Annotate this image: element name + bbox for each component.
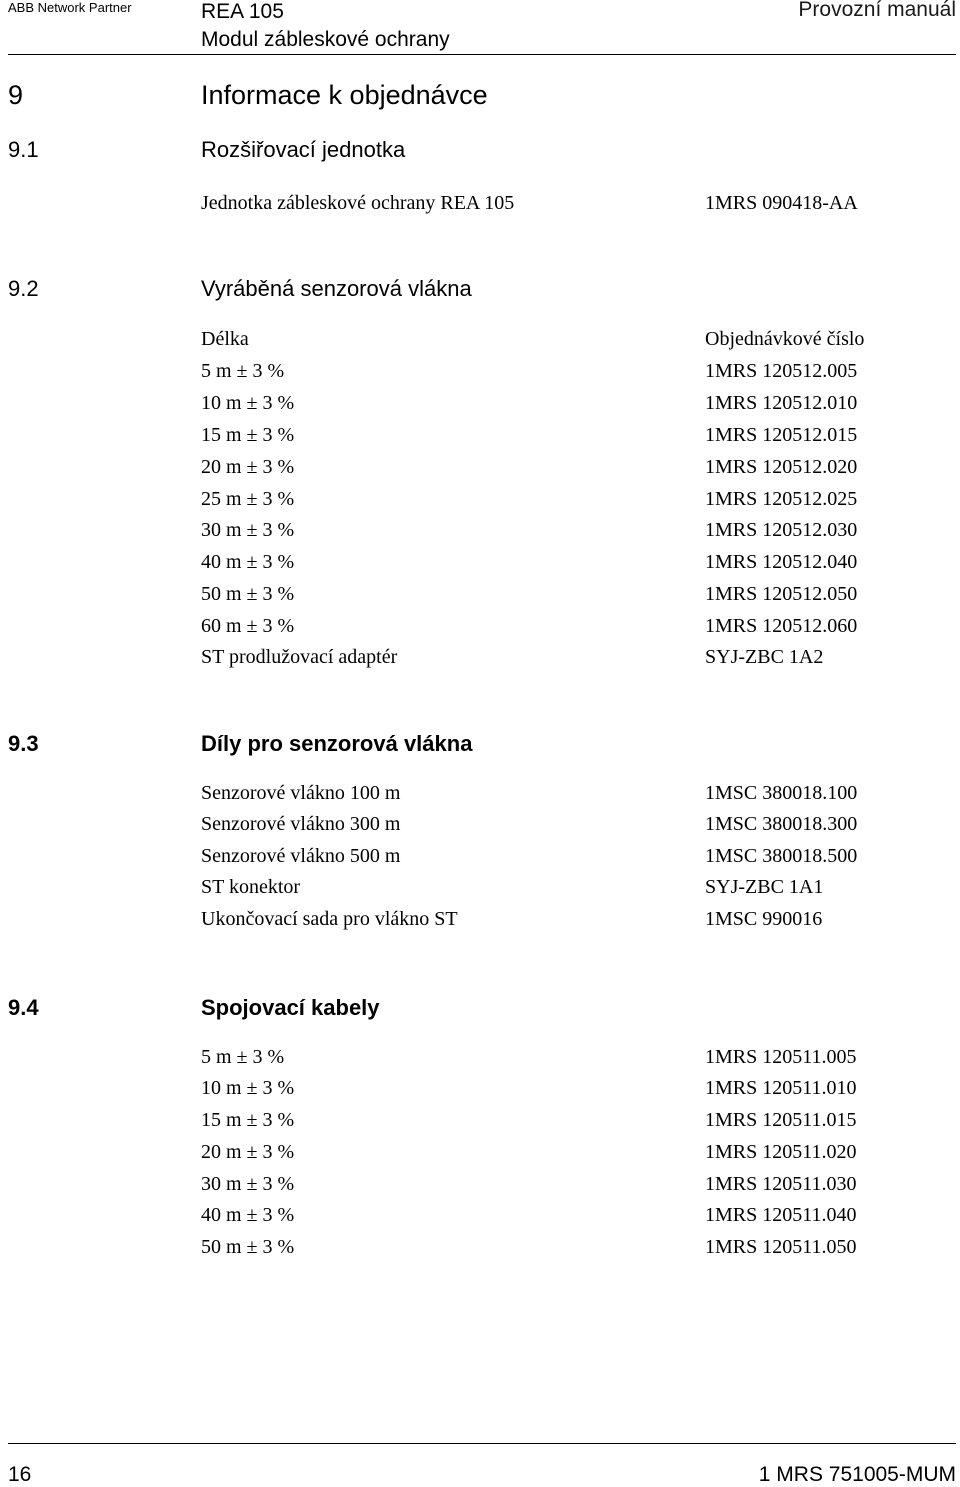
order-code: 1MRS 120512.005 — [705, 360, 858, 382]
table-row — [0, 646, 960, 678]
item-name: 20 m ± 3 % — [201, 1141, 295, 1163]
order-code: 1MSC 380018.300 — [705, 813, 858, 835]
order-code: 1MSC 990016 — [705, 908, 823, 930]
column-header-order-number: Objednávkové číslo — [705, 328, 865, 350]
table-row — [0, 1204, 960, 1236]
order-code: 1MRS 120512.010 — [705, 392, 858, 414]
chapter-number: 9 — [8, 80, 24, 110]
order-code: SYJ-ZBC 1A1 — [705, 876, 824, 898]
item-name: Senzorové vlákno 500 m — [201, 845, 401, 867]
item-name: 50 m ± 3 % — [201, 1236, 295, 1258]
table-row — [0, 1046, 960, 1078]
item-name: 40 m ± 3 % — [201, 1204, 295, 1226]
order-code: 1MRS 120512.030 — [705, 519, 858, 541]
item-name: 60 m ± 3 % — [201, 615, 295, 637]
table-row — [0, 551, 960, 583]
header-partner: ABB Network Partner — [8, 0, 132, 15]
header-doc-type: Provozní manuál — [798, 0, 956, 21]
item-name: 50 m ± 3 % — [201, 583, 295, 605]
item-name: ST konektor — [201, 876, 301, 898]
table-row — [0, 519, 960, 551]
table-row — [0, 876, 960, 908]
table-row — [0, 392, 960, 424]
table-row — [0, 488, 960, 520]
order-code: 1MRS 120512.025 — [705, 488, 858, 510]
order-code: 1MRS 120511.010 — [705, 1077, 857, 1099]
order-code: 1MRS 120511.015 — [705, 1109, 857, 1131]
order-code: 1MRS 120511.050 — [705, 1236, 857, 1258]
table-row — [0, 782, 960, 814]
order-code: 1MSC 380018.500 — [705, 845, 858, 867]
item-name: Senzorové vlákno 100 m — [201, 782, 401, 804]
header-title-line1: REA 105 — [201, 0, 284, 23]
header-title — [201, 0, 450, 54]
order-code: 1MSC 380018.100 — [705, 782, 858, 804]
column-header-length: Délka — [201, 328, 249, 350]
order-code: 1MRS 120512.040 — [705, 551, 858, 573]
page-number: 16 — [8, 1463, 32, 1486]
table-row — [0, 1173, 960, 1205]
table-row — [0, 813, 960, 845]
section-title: Rozšiřovací jednotka — [201, 137, 406, 162]
chapter-title: Informace k objednávce — [201, 80, 488, 110]
table-row — [0, 583, 960, 615]
item-name: 15 m ± 3 % — [201, 1109, 295, 1131]
list-item — [0, 192, 960, 224]
section-number: 9.2 — [8, 276, 39, 301]
item-name: 30 m ± 3 % — [201, 1173, 295, 1195]
section-title: Díly pro senzorová vlákna — [201, 731, 473, 756]
order-code: 1MRS 120512.015 — [705, 424, 858, 446]
table-row — [0, 908, 960, 940]
document-number: 1 MRS 751005-MUM — [758, 1463, 956, 1486]
item-name: 10 m ± 3 % — [201, 1077, 295, 1099]
section-number: 9.4 — [8, 995, 39, 1020]
item-name: 10 m ± 3 % — [201, 392, 295, 414]
table-row — [0, 456, 960, 488]
item-name: 30 m ± 3 % — [201, 519, 295, 541]
order-code: 1MRS 120511.005 — [705, 1046, 857, 1068]
table-row — [0, 1141, 960, 1173]
table-row — [0, 845, 960, 877]
item-name: 15 m ± 3 % — [201, 424, 295, 446]
header-title-line2: Modul zábleskové ochrany — [201, 28, 450, 51]
table-row — [0, 1109, 960, 1141]
header-divider — [8, 54, 956, 55]
item-name: Senzorové vlákno 300 m — [201, 813, 401, 835]
footer-divider — [8, 1443, 956, 1444]
order-code: 1MRS 120511.030 — [705, 1173, 857, 1195]
table-row — [0, 424, 960, 456]
item-name: Ukončovací sada pro vlákno ST — [201, 908, 458, 930]
section-title: Spojovací kabely — [201, 995, 380, 1020]
table-row — [0, 1236, 960, 1268]
item-name: 20 m ± 3 % — [201, 456, 295, 478]
item-name: 40 m ± 3 % — [201, 551, 295, 573]
table-row — [0, 360, 960, 392]
item-name: 25 m ± 3 % — [201, 488, 295, 510]
table-row — [0, 615, 960, 647]
section-title: Vyráběná senzorová vlákna — [201, 276, 472, 301]
order-code: SYJ-ZBC 1A2 — [705, 646, 824, 668]
section-number: 9.1 — [8, 137, 39, 162]
item-name: 5 m ± 3 % — [201, 1046, 285, 1068]
order-code: 1MRS 090418-AA — [705, 192, 858, 214]
item-name: 5 m ± 3 % — [201, 360, 285, 382]
section-number: 9.3 — [8, 731, 39, 756]
table-header — [0, 328, 960, 360]
order-code: 1MRS 120511.040 — [705, 1204, 857, 1226]
item-name: Jednotka zábleskové ochrany REA 105 — [201, 192, 515, 214]
item-name: ST prodlužovací adaptér — [201, 646, 398, 668]
table-row — [0, 1077, 960, 1109]
order-code: 1MRS 120512.060 — [705, 615, 858, 637]
order-code: 1MRS 120511.020 — [705, 1141, 857, 1163]
order-code: 1MRS 120512.050 — [705, 583, 858, 605]
order-code: 1MRS 120512.020 — [705, 456, 858, 478]
